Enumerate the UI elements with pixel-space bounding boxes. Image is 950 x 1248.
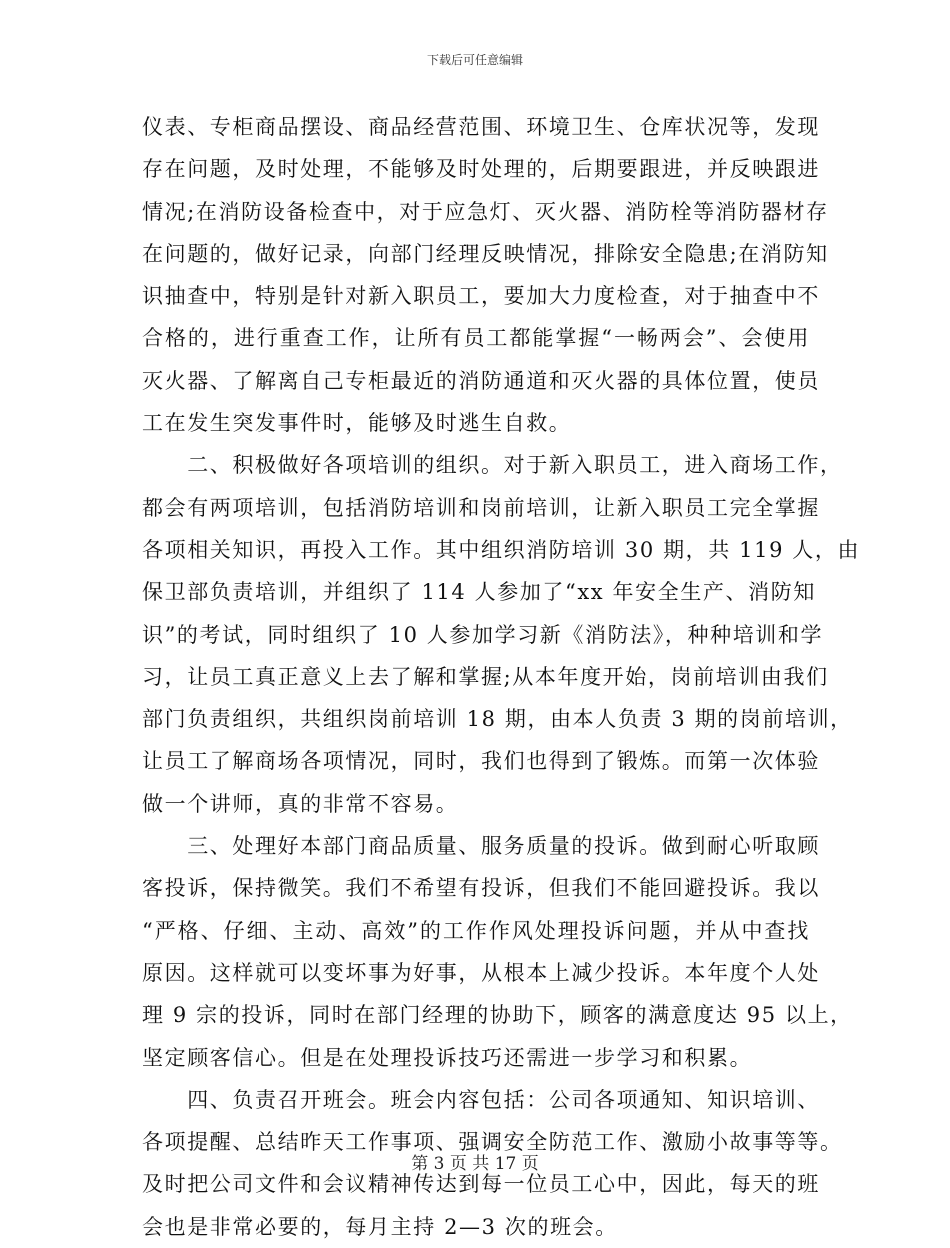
text-line: 原因。这样就可以变坏事为好事，从根本上减少投诉。本年度个人处 [142, 960, 820, 985]
text-line: 会也是非常必要的，每月主持 2—3 次的班会。 [142, 1214, 618, 1239]
text-line: 习，让员工真正意义上去了解和掌握;从本年度开始，岗前培训由我们 [142, 664, 829, 689]
text-line: 识”的考试，同时组织了 10 人参加学习新《消防法》，种种培训和学 [142, 622, 824, 647]
text-line: 灭火器、了解离自己专柜最近的消防通道和灭火器的具体位置，使员 [142, 368, 820, 393]
text-line: 合格的，进行重查工作，让所有员工都能掌握“一畅两会”、会使用 [142, 326, 810, 351]
text-line: 识抽查中，特别是针对新入职员工，要加大力度检查，对于抽查中不 [142, 284, 820, 309]
page-number: 第 3 页 共 17 页 [411, 1154, 539, 1174]
page-header: 下载后可任意编辑 [426, 53, 523, 67]
text-line: 四、负责召开班会。班会内容包括：公司各项通知、知识培训、 [142, 1087, 820, 1112]
text-line: 客投诉，保持微笑。我们不希望有投诉，但我们不能回避投诉。我以 [142, 876, 820, 901]
text-line: 保卫部负责培训，并组织了 114 人参加了“xx 年安全生产、消防知 [142, 580, 816, 605]
document-body [142, 106, 861, 1248]
text-line: 做一个讲师，真的非常不容易。 [142, 791, 459, 816]
text-line: 各项提醒、总结昨天工作事项、强调安全防范工作、激励小故事等等。 [142, 1130, 843, 1155]
text-line: 情况;在消防设备检查中，对于应急灯、灭火器、消防栓等消防器材存 [142, 199, 829, 224]
text-line: 坚定顾客信心。但是在处理投诉技巧还需进一步学习和积累。 [142, 1045, 753, 1070]
text-line: 仪表、专柜商品摆设、商品经营范围、环境卫生、仓库状况等，发现 [142, 115, 820, 139]
text-line: 存在问题，及时处理，不能够及时处理的，后期要跟进，并反映跟进 [142, 157, 820, 182]
text-line: 都会有两项培训，包括消防培训和岗前培训，让新入职员工完全掌握 [142, 495, 820, 520]
text-line: 理 9 宗的投诉，同时在部门经理的协助下，顾客的满意度达 95 以上， [142, 1003, 853, 1028]
text-line: 各项相关知识，再投入工作。其中组织消防培训 30 期，共 119 人，由 [142, 537, 861, 562]
text-line: 部门负责组织，共组织岗前培训 18 期，由本人负责 3 期的岗前培训， [142, 707, 853, 732]
text-line: 让员工了解商场各项情况，同时，我们也得到了锻炼。而第一次体验 [142, 749, 820, 774]
text-line: 工在发生突发事件时，能够及时逃生自救。 [142, 411, 572, 436]
text-line: 二、积极做好各项培训的组织。对于新入职员工，进入商场工作， [142, 453, 843, 478]
text-line: “严格、仔细、主动、高效”的工作作风处理投诉问题，并从中查找 [142, 918, 810, 943]
text-line: 及时把公司文件和会议精神传达到每一位员工心中，因此，每天的班 [142, 1172, 820, 1197]
text-line: 三、处理好本部门商品质量、服务质量的投诉。做到耐心听取顾 [142, 834, 820, 859]
text-line: 在问题的，做好记录，向部门经理反映情况，排除安全隐患;在消防知 [142, 241, 829, 266]
